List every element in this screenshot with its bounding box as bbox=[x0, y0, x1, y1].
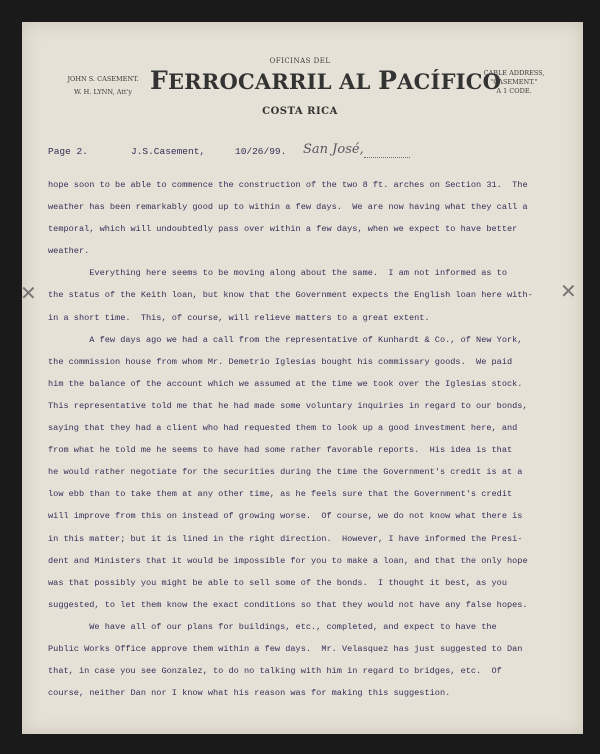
body-line: the status of the Keith loan, but know that the Government expects the English loan here with- bbox=[48, 290, 533, 301]
letterhead-attorney: W. H. LYNN, Att'y bbox=[73, 88, 133, 96]
body-line: Public Works Office approve them within a few days. Mr. Velasquez has just suggested to Dan bbox=[48, 643, 523, 654]
body-line: A few days ago we had a call from the representative of Kunhardt & Co., of New York, bbox=[48, 334, 523, 345]
body-line: in this matter; but it is lined in the right direction. However, I have informed the Presi- bbox=[48, 533, 523, 544]
title-initial-f: F bbox=[150, 66, 168, 95]
body-line: suggested, to let them know the exact conditions so that they would not have any false hopes. bbox=[48, 599, 528, 610]
title-part-1: ERROCARRIL AL bbox=[167, 69, 379, 94]
body-line: in a short time. This, of course, will relieve matters to a great extent. bbox=[48, 312, 430, 323]
body-line: him the balance of the account which we assumed at the time we took over the Iglesias stock. bbox=[48, 378, 523, 389]
body-line: This representative told me that he had made some voluntary inquiries in regard to our bonds, bbox=[48, 400, 528, 411]
cable-code: A 1 CODE. bbox=[496, 87, 532, 95]
body-line: weather has been remarkably good up to within a few days. We are now having what they call a bbox=[48, 202, 528, 213]
margin-mark-right: ✕ bbox=[560, 279, 577, 303]
body-line: low ebb than to take them at any other time, as he feels sure that the Government's credit bbox=[48, 489, 513, 500]
body-line: from what he told me he seems to have had some rather favorable reports. His idea is that bbox=[48, 445, 513, 456]
title-part-2: ACÍFICO bbox=[397, 69, 502, 94]
body-line: temporal, which will undoubtedly pass over within a few days, when we expect to have better bbox=[48, 224, 518, 235]
body-line: he would rather negotiate for the securities during the time the Government's credit is at a bbox=[48, 467, 523, 478]
body-line: saying that they had a client who had requested them to look up a good investment here, and bbox=[48, 423, 518, 434]
body-line: that, in case you see Gonzalez, to do no talking with him in regard to bridges, etc. Of bbox=[48, 666, 502, 677]
letterhead-left-block bbox=[58, 73, 148, 99]
body-line: We have all of our plans for buildings, etc., completed, and expect to have the bbox=[48, 621, 497, 632]
letter-date: 10/26/99. bbox=[235, 146, 287, 157]
letterhead-name: JOHN S. CASEMENT. bbox=[67, 75, 139, 83]
body-line: the commission house from whom Mr. Demetrio Iglesias bought his commissary goods. We paid bbox=[48, 356, 513, 367]
body-line: weather. bbox=[48, 246, 90, 257]
body-line: course, neither Dan nor I know what his reason was for making this suggestion. bbox=[48, 688, 451, 699]
letterhead-oficinas: OFICINAS DEL bbox=[269, 57, 331, 65]
page-number: Page 2. bbox=[48, 146, 88, 157]
body-line: dent and Ministers that it would be impossible for you to make a loan, and that the only hope bbox=[48, 555, 528, 566]
body-line: hope soon to be able to commence the construction of the two 8 ft. arches on Section 31. The bbox=[48, 180, 528, 190]
letterhead-country: COSTA RICA bbox=[262, 106, 338, 117]
cable-address: "CASEMENT." bbox=[490, 78, 538, 86]
cable-label: CABLE ADDRESS, bbox=[483, 69, 545, 77]
letter-body bbox=[48, 174, 558, 704]
place-san-jose: San José, bbox=[303, 142, 364, 157]
body-line: was that possibly you might be able to sell some of the bonds. I thought it best, as you bbox=[48, 577, 507, 588]
body-line: will improve from this on instead of growing worse. Of course, we do not know what there is bbox=[48, 511, 523, 522]
margin-mark-left: ✕ bbox=[20, 281, 37, 305]
addressee: J.S.Casement, bbox=[131, 146, 206, 157]
dotted-rule bbox=[364, 157, 410, 158]
title-initial-p: P bbox=[378, 66, 398, 95]
body-line: Everything here seems to be moving along about the same. I am not informed as to bbox=[48, 268, 507, 279]
letterhead-company-title bbox=[150, 66, 502, 95]
letterhead-right-block bbox=[468, 69, 560, 96]
